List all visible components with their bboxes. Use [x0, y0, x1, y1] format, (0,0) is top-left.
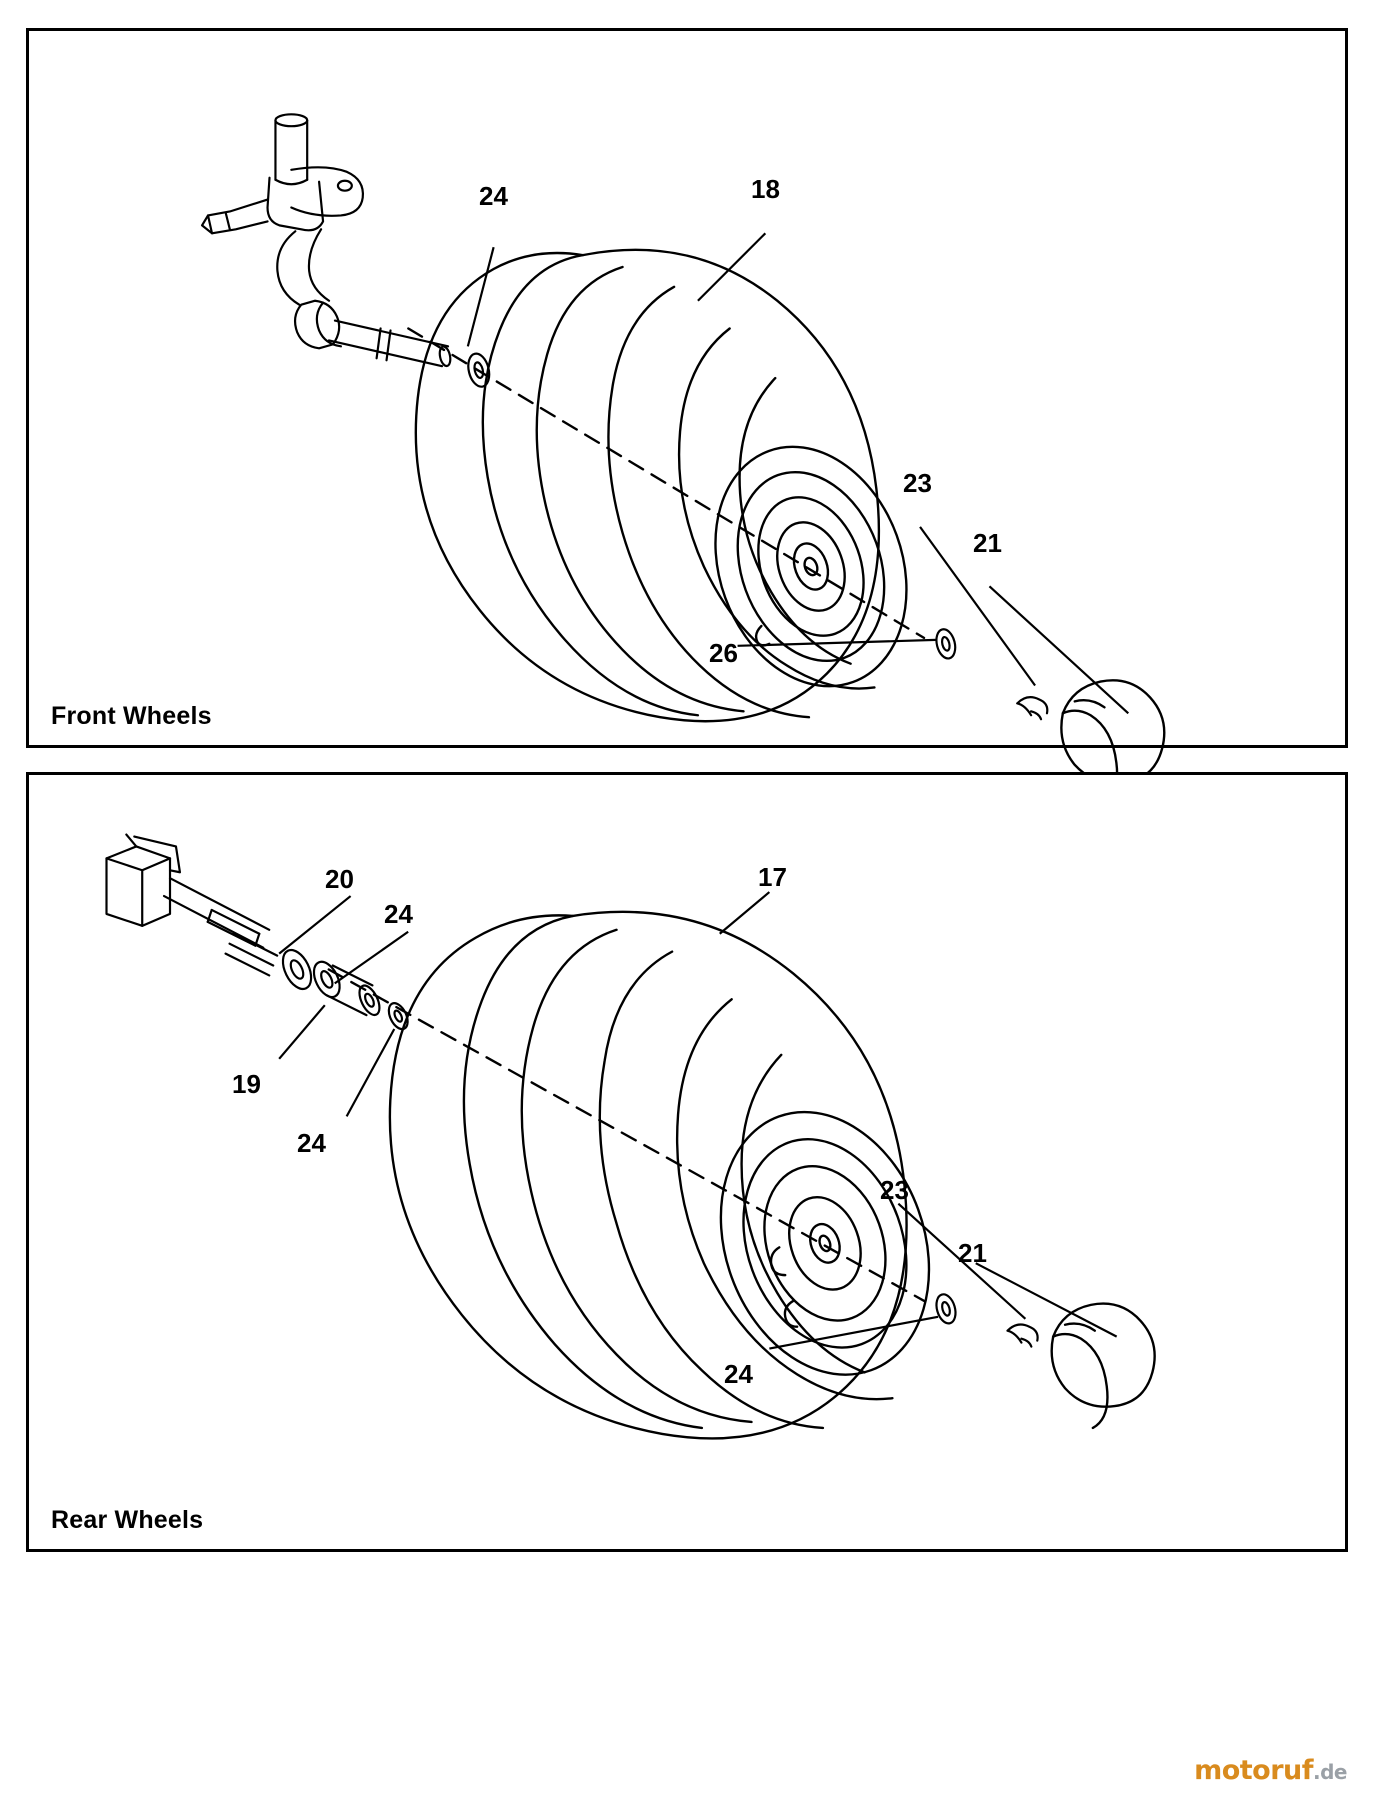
- callout-front-23: 23: [903, 468, 932, 498]
- callout-rear-17: 17: [758, 862, 787, 892]
- front-wheels-illustration: [29, 31, 1345, 745]
- callout-rear-24-top: 24: [384, 899, 413, 929]
- watermark-text: motoruf: [1194, 1755, 1314, 1786]
- panel-front-wheels: [26, 28, 1348, 748]
- callout-rear-23: 23: [880, 1175, 909, 1205]
- panel-front-title: Front Wheels: [51, 702, 212, 730]
- panel-rear-wheels: [26, 772, 1348, 1552]
- callout-rear-20: 20: [325, 864, 354, 894]
- callout-front-26: 26: [709, 638, 738, 668]
- callout-rear-19: 19: [232, 1069, 261, 1099]
- callout-front-21: 21: [973, 528, 1002, 558]
- callout-rear-24-bottom: 24: [724, 1359, 753, 1389]
- watermark: [1194, 1755, 1347, 1786]
- callout-front-24: 24: [479, 181, 508, 211]
- rear-wheels-illustration: [29, 775, 1345, 1549]
- callout-front-18: 18: [751, 174, 780, 204]
- callout-rear-24-mid: 24: [297, 1128, 326, 1158]
- watermark-suffix: .de: [1313, 1760, 1347, 1784]
- panel-rear-title: Rear Wheels: [51, 1506, 204, 1534]
- callout-rear-21: 21: [958, 1238, 987, 1268]
